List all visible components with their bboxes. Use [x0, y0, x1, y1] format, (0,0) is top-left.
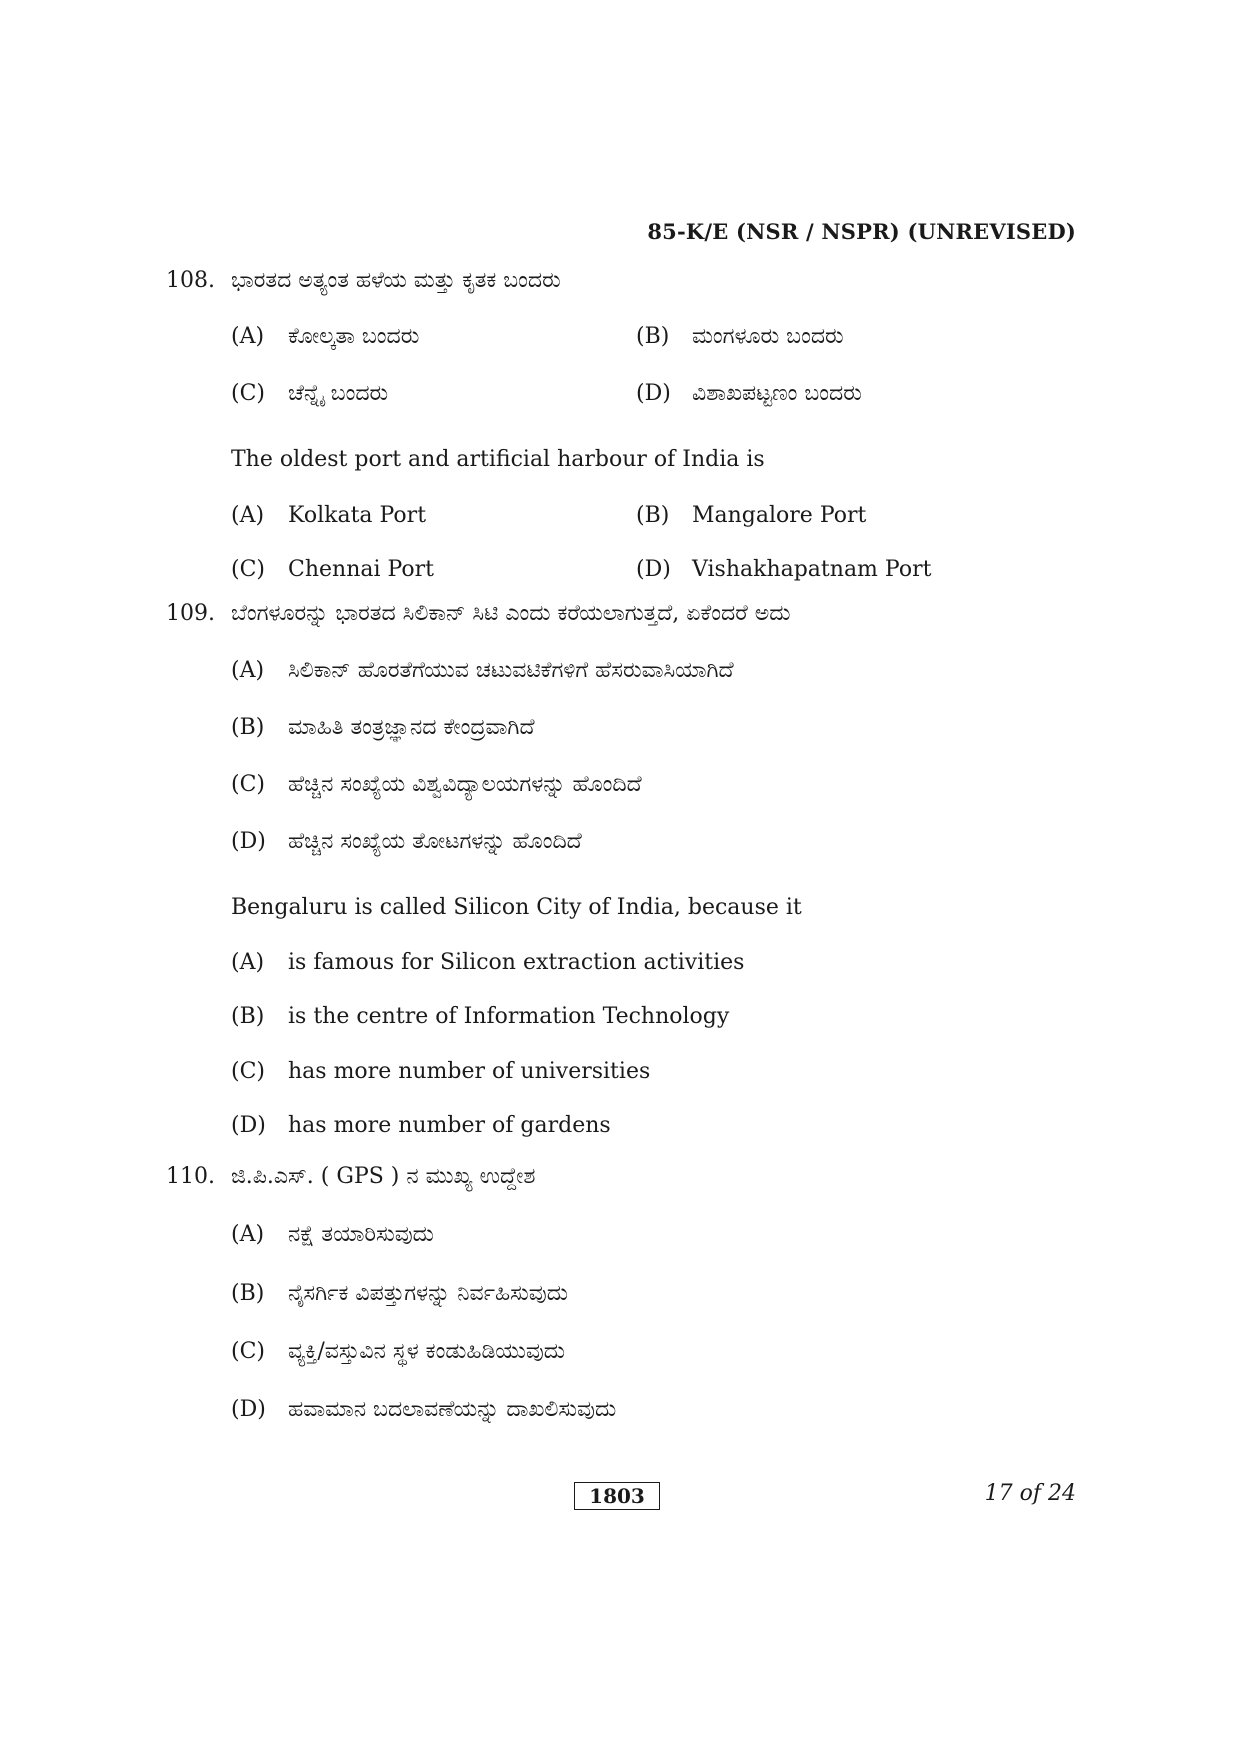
option-label: (C) — [231, 557, 265, 582]
option-text-kannada: ಕೋಲ್ಕತಾ ಬಂದರು — [288, 324, 420, 349]
option-label: (D) — [231, 1113, 266, 1138]
option-text-kannada: ಚೆನ್ನೈ ಬಂದರು — [288, 381, 389, 406]
page-number: 17 of 24 — [984, 1481, 1076, 1506]
question-stem-kannada: ಜಿ.ಪಿ.ಎಸ್. ( GPS ) ನ ಮುಖ್ಯ ಉದ್ದೇಶ — [231, 1164, 536, 1189]
option-label: (B) — [231, 1004, 265, 1029]
option-label: (C) — [231, 1339, 265, 1364]
option-label: (A) — [231, 950, 265, 975]
option-label: (A) — [231, 1222, 265, 1247]
question-stem-kannada: ಬೆಂಗಳೂರನ್ನು ಭಾರತದ ಸಿಲಿಕಾನ್ ಸಿಟಿ ಎಂದು ಕರೆಯಲಾಗುತ್ತದೆ, ಏಕೆಂದರೆ ಅದು — [231, 601, 791, 626]
option-label: (D) — [231, 829, 266, 854]
option-label: (A) — [231, 658, 265, 683]
option-text-english: is famous for Silicon extraction activities — [288, 950, 745, 975]
option-text-english: Mangalore Port — [692, 503, 867, 528]
paper-code-header: 85-K/E (NSR / NSPR) (UNREVISED) — [647, 219, 1076, 244]
option-text-kannada: ಮಂಗಳೂರು ಬಂದರು — [692, 324, 844, 349]
option-text-english: Kolkata Port — [288, 503, 427, 528]
question-stem-english: The oldest port and artificial harbour of India is — [231, 447, 765, 472]
option-text-kannada: ಸಿಲಿಕಾನ್ ಹೊರತೆಗೆಯುವ ಚಟುವಟಿಕೆಗಳಿಗೆ ಹೆಸರುವಾಸಿಯಾಗಿದೆ — [288, 658, 734, 683]
option-text-kannada: ನಕ್ಷೆ ತಯಾರಿಸುವುದು — [288, 1222, 434, 1247]
question-stem-kannada: ಭಾರತದ ಅತ್ಯಂತ ಹಳೆಯ ಮತ್ತು ಕೃತಕ ಬಂದರು — [231, 268, 561, 293]
option-text-kannada: ವ್ಯಕ್ತಿ/ವಸ್ತುವಿನ ಸ್ಥಳ ಕಂಡುಹಿಡಿಯುವುದು — [288, 1339, 565, 1364]
option-label: (C) — [231, 1059, 265, 1084]
option-text-english: has more number of universities — [288, 1059, 651, 1084]
option-label: (C) — [231, 381, 265, 406]
question-number: 109. — [166, 601, 215, 626]
option-text-english: is the centre of Information Technology — [288, 1004, 730, 1029]
option-label: (A) — [231, 503, 265, 528]
option-label: (A) — [231, 324, 265, 349]
question-number: 108. — [166, 268, 215, 293]
option-label: (B) — [636, 503, 670, 528]
option-label: (D) — [231, 1397, 266, 1422]
question-number: 110. — [166, 1164, 215, 1189]
booklet-code-box: 1803 — [574, 1482, 660, 1510]
option-text-kannada: ಮಾಹಿತಿ ತಂತ್ರಜ್ಞಾನದ ಕೇಂದ್ರವಾಗಿದೆ — [288, 715, 535, 740]
question-stem-english: Bengaluru is called Silicon City of India, because it — [231, 895, 802, 920]
option-text-kannada: ಹೆಚ್ಚಿನ ಸಂಖ್ಯೆಯ ವಿಶ್ವವಿದ್ಯಾಲಯಗಳನ್ನು ಹೊಂದಿದೆ — [288, 772, 642, 797]
option-label: (B) — [636, 324, 670, 349]
option-text-kannada: ಹವಾಮಾನ ಬದಲಾವಣೆಯನ್ನು ದಾಖಲಿಸುವುದು — [288, 1397, 617, 1422]
option-label: (C) — [231, 772, 265, 797]
option-label: (B) — [231, 1281, 265, 1306]
option-text-kannada: ನೈಸರ್ಗಿಕ ವಿಪತ್ತುಗಳನ್ನು ನಿರ್ವಹಿಸುವುದು — [288, 1281, 568, 1306]
option-label: (D) — [636, 381, 671, 406]
option-text-english: has more number of gardens — [288, 1113, 611, 1138]
option-text-english: Vishakhapatnam Port — [692, 557, 932, 582]
option-text-kannada: ವಿಶಾಖಪಟ್ಟಣಂ ಬಂದರು — [692, 381, 862, 406]
option-label: (D) — [636, 557, 671, 582]
option-text-english: Chennai Port — [288, 557, 435, 582]
option-text-kannada: ಹೆಚ್ಚಿನ ಸಂಖ್ಯೆಯ ತೋಟಗಳನ್ನು ಹೊಂದಿದೆ — [288, 829, 582, 854]
option-label: (B) — [231, 715, 265, 740]
